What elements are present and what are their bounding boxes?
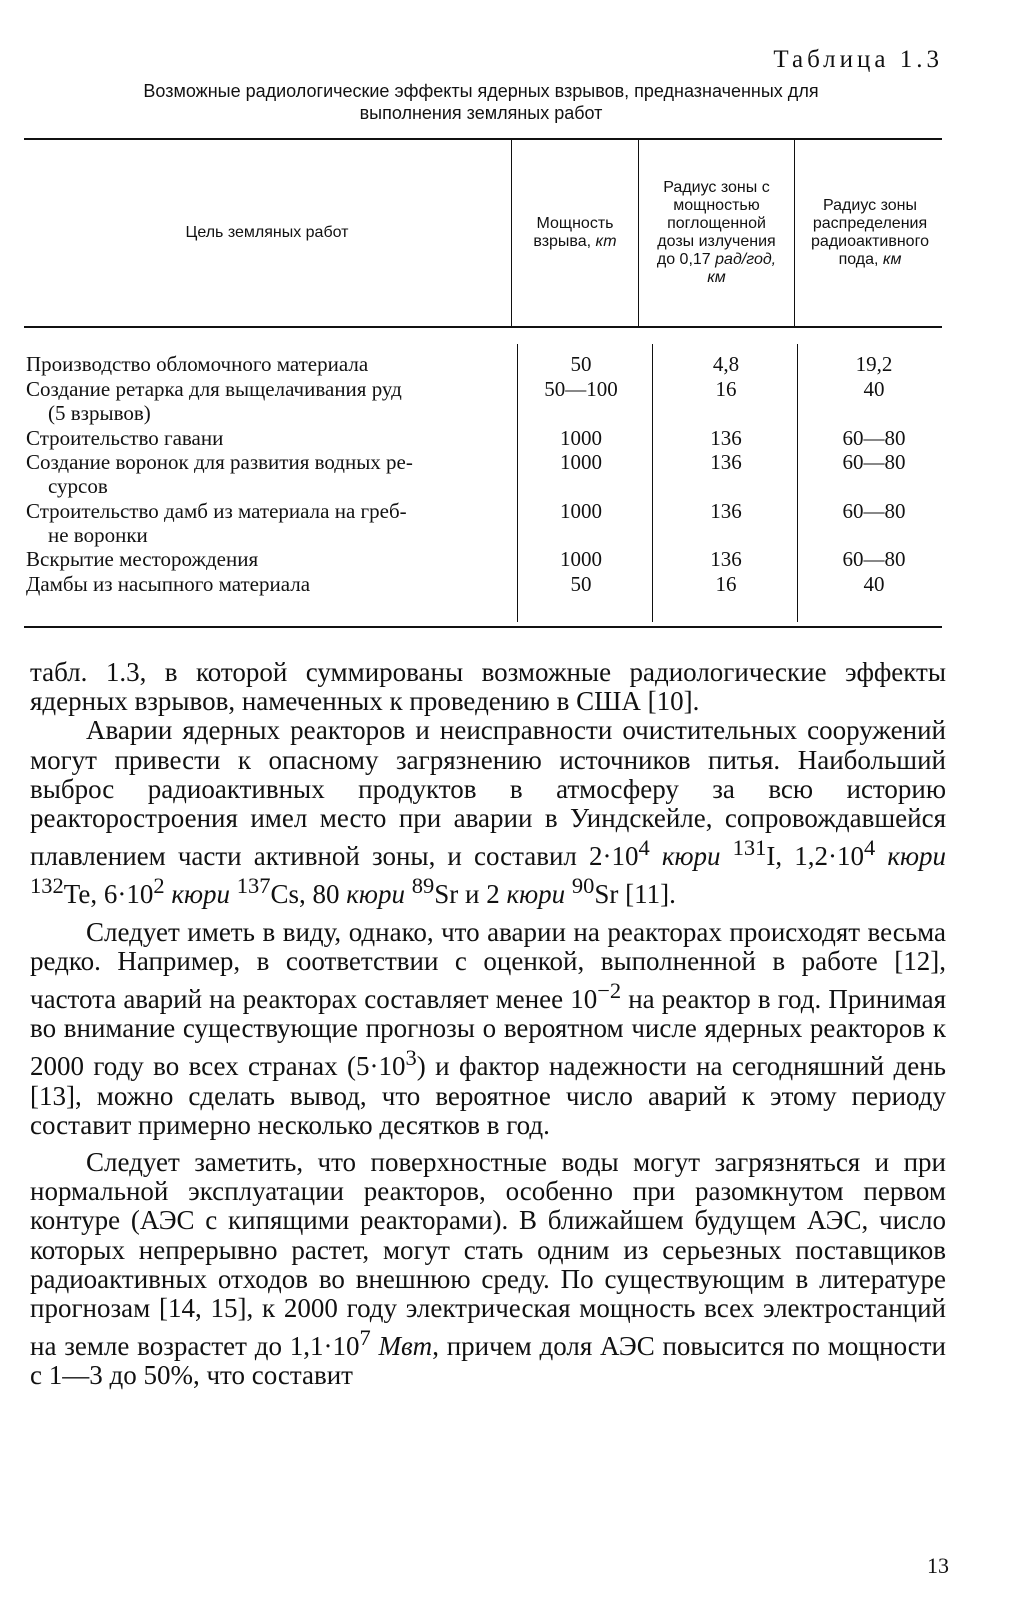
activity-value: 2·10 [589, 841, 639, 872]
row-purpose-continuation: не воронки [48, 523, 148, 547]
isotope-symbol: I, [766, 841, 795, 872]
row-purpose [26, 450, 510, 498]
unit-megawatt: Мвт [378, 1331, 433, 1362]
mass-number: 137 [236, 873, 271, 899]
row-purpose [26, 352, 510, 376]
row-purpose [26, 377, 510, 425]
column-divider [794, 140, 795, 326]
row-purpose-text: Строительство дамб из материала на греб- [26, 499, 407, 523]
unit-curie: кюри [171, 879, 231, 910]
row-purpose-text: Дамбы из насыпного материала [26, 572, 311, 596]
paragraph-accident-frequency [30, 918, 946, 1140]
mass-number: 89 [411, 873, 435, 899]
row-purpose-text: Вскрытие месторождения [26, 547, 259, 571]
table-title-line-1: Возможные радиологические эффекты ядерных взрывов, предназначенных для [143, 81, 819, 101]
row-purpose-text: Производство обломочного материала [26, 352, 369, 376]
header-yield-text: Мощность взрыва, [533, 215, 614, 250]
exponent: 7 [359, 1325, 371, 1351]
unit-curie: кюри [661, 841, 721, 872]
isotope-symbol: Sr [11]. [594, 879, 676, 910]
paragraph-reactor-accidents [30, 716, 946, 909]
exponent: 2 [153, 873, 165, 899]
row-purpose [26, 547, 510, 571]
unit-curie: кюри [887, 841, 947, 872]
exponent: 3 [405, 1045, 417, 1071]
activity-value: 80 [312, 879, 347, 910]
row-dose-radius: 4,8 [712, 352, 740, 376]
page-number: 13 [927, 1553, 949, 1578]
row-dose-radius: 136 [710, 499, 742, 523]
header-purpose [24, 142, 510, 324]
row-yield: 1000 [560, 499, 602, 523]
header-dose-radius-unit: рад/год, км [707, 251, 777, 286]
paragraph-text: , причем доля АЭС повысится по мощности с 1—3 до 50%, что составит [30, 1331, 946, 1391]
table-header-rule [24, 326, 942, 328]
row-purpose-continuation: сурсов [48, 474, 108, 498]
paragraph-text: Следует заметить, что поверхностные воды могут загрязняться и при нормальной эксплуатации реакторов, особенно при разомкнутом первом контуре (АЭС с кипящими реакторами). В ближайшем будущем АЭС, число которых непрерывно растет, могут стать одним из серьезных поставщиков радиоактивных отходов во внешнюю среду. По существующим в литературе прогнозам [14, 15], к 2000 году электрическая мощность всех электростанций на земле возрастет до 1,1·10 [30, 1147, 946, 1362]
row-deposition-radius: 60—80 [842, 499, 906, 523]
exponent: −2 [597, 978, 622, 1004]
row-deposition-radius: 40 [863, 377, 885, 401]
table-label: Таблица 1.3 [773, 46, 943, 73]
isotope-symbol: Te, [63, 879, 104, 910]
isotope-symbol: Sr и [434, 879, 487, 910]
row-yield: 1000 [560, 450, 602, 474]
exponent: 4 [638, 835, 650, 861]
row-deposition-radius: 40 [863, 572, 885, 596]
row-yield: 50 [570, 352, 592, 376]
row-yield: 1000 [560, 547, 602, 571]
table-title [22, 80, 940, 124]
header-purpose-text: Цель земляных работ [185, 224, 349, 241]
row-purpose-text: Строительство гавани [26, 426, 224, 450]
row-dose-radius: 16 [715, 572, 737, 596]
body-text [30, 658, 946, 1391]
table-bottom-rule [24, 626, 942, 628]
row-purpose-text: Создание воронок для развития водных ре- [26, 450, 413, 474]
row-deposition-radius: 60—80 [842, 426, 906, 450]
paragraph-table-reference: табл. 1.3, в которой суммированы возможные радиологические эффекты ядерных взрывов, намеченных к проведению в США [10]. [30, 657, 946, 717]
column-divider [517, 344, 518, 622]
paragraph-text: Аварии ядерных реакторов и неисправности очистительных сооружений могут привести к опасному загрязнению источников питья. Наибольший выброс радиоактивных продуктов в атмосферу за всю историю реакторостроения имел место при аварии в Уиндскейле, сопровождавшейся плавлением части активной зоны, и составил [30, 715, 946, 872]
mass-number: 90 [571, 873, 595, 899]
exponent: 4 [863, 835, 876, 861]
row-dose-radius: 136 [710, 426, 742, 450]
row-dose-radius: 16 [715, 377, 737, 401]
header-deposition-radius-text: Радиус зоны распределения радиоактивного пода, [811, 197, 929, 268]
unit-curie: кюри [506, 879, 566, 910]
header-deposition-radius-unit: км [882, 251, 902, 268]
row-purpose [26, 499, 510, 547]
paragraph-text: ) и фактор надежности на сегодняшний день [13], можно сделать вывод, что вероятное число аварий к этому периоду составит примерно несколько десятков в год. [30, 1051, 946, 1140]
header-yield [514, 142, 636, 324]
paragraph-surface-waters [30, 1148, 946, 1391]
row-purpose-continuation: (5 взрывов) [48, 401, 151, 425]
paragraph-text: Следует иметь в виду, однако, что аварии на реакторах происходят весьма редко. Например, в соответствии с оценкой, выполненной в работе [12], частота аварий на реакторах составляет менее 10 [30, 916, 946, 1015]
header-yield-unit: кт [595, 233, 617, 250]
mass-number: 131 [732, 835, 767, 861]
row-dose-radius: 136 [710, 450, 742, 474]
activity-value: 1,2·10 [794, 841, 864, 872]
isotope-symbol: Cs, [270, 879, 313, 910]
row-deposition-radius: 60—80 [842, 547, 906, 571]
row-purpose [26, 572, 510, 596]
table-title-line-2: выполнения земляных работ [359, 103, 603, 123]
header-deposition-radius [797, 142, 943, 324]
row-purpose [26, 426, 510, 450]
row-deposition-radius: 19,2 [855, 352, 893, 376]
row-yield: 50 [570, 572, 592, 596]
row-yield: 50—100 [544, 377, 618, 401]
row-dose-radius: 136 [710, 547, 742, 571]
table-top-rule [24, 138, 942, 140]
row-deposition-radius: 60—80 [842, 450, 906, 474]
column-divider [638, 140, 639, 326]
column-divider [511, 140, 512, 326]
header-dose-radius [641, 142, 792, 324]
mass-number: 132 [30, 873, 64, 899]
activity-value: 6·10 [103, 879, 154, 910]
header-dose-radius-text: Радиус зоны с мощностью поглощенной дозы излучения до 0,17 [656, 179, 776, 268]
paragraph-text: на реактор в год. Принимая во внимание существующие прогнозы о вероятном числе ядерных реакторов к 2000 году во всех странах (5·10 [30, 984, 946, 1082]
row-yield: 1000 [560, 426, 602, 450]
row-purpose-text: Создание ретарка для выщелачивания руд [26, 377, 402, 401]
activity-value: 2 [486, 879, 507, 910]
unit-curie: кюри [346, 879, 405, 910]
